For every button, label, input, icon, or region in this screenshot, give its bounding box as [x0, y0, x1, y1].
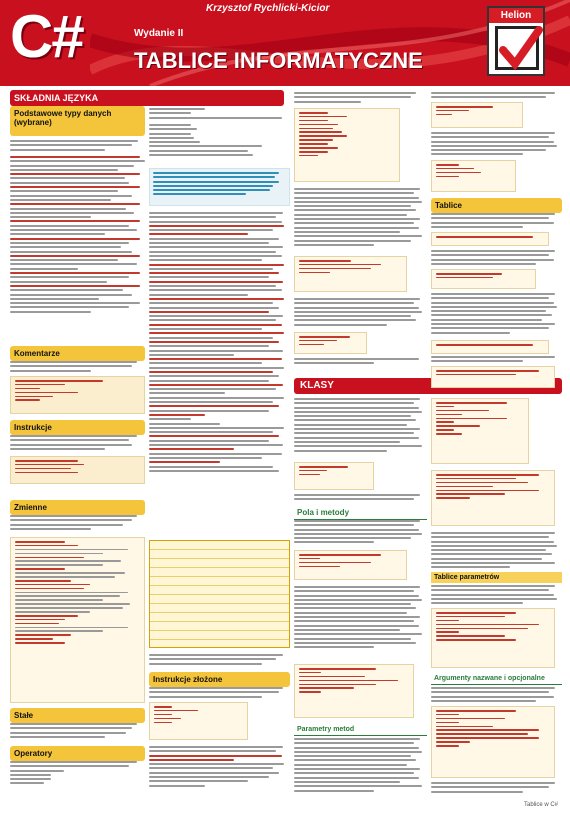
array-init-code — [431, 269, 536, 289]
page-title: TABLICE INFORMATYCZNE — [134, 48, 423, 73]
operator-precedence-table — [149, 540, 290, 648]
named-args-code — [431, 706, 555, 778]
section-variables: Zmienne — [10, 500, 145, 515]
break-code — [431, 160, 516, 192]
array-index-text — [431, 293, 562, 336]
variables-text — [10, 515, 145, 532]
foreach-note — [294, 358, 427, 367]
column-3 — [294, 88, 427, 808]
params-text — [294, 738, 427, 794]
instructions-text — [10, 435, 145, 452]
types-continued — [149, 108, 290, 121]
section-arrays: Tablice — [431, 198, 562, 213]
compound-details — [149, 746, 290, 789]
section-named-args: Argumenty nazwane i opcjonalne — [431, 673, 562, 685]
multidim-code — [431, 340, 549, 354]
content-area — [10, 88, 562, 808]
variables-example — [10, 537, 145, 703]
arrays-text — [431, 213, 562, 230]
constants-text — [10, 723, 145, 740]
jagged-text — [431, 356, 562, 365]
section-array-params: Tablice parametrów — [431, 572, 562, 583]
array-decl-code — [431, 232, 549, 246]
named-args-text — [431, 687, 562, 704]
operators-note — [149, 168, 290, 206]
class-usage-code — [431, 470, 555, 526]
array-params-text — [431, 585, 562, 606]
dowhile-code — [431, 102, 523, 128]
comments-code — [10, 376, 145, 414]
methods-text — [294, 586, 427, 650]
section-compound: Instrukcje złożone — [149, 672, 290, 687]
section-fields-methods: Pola i metody — [294, 506, 427, 520]
class-declaration-code — [294, 462, 374, 490]
publisher-name: Helion — [489, 8, 543, 23]
column-1 — [10, 88, 145, 808]
precedence-note — [149, 654, 290, 667]
class-example-code — [431, 398, 529, 464]
break-text — [431, 132, 562, 158]
types-table — [10, 156, 145, 315]
csharp-logo: C# — [10, 3, 83, 70]
methods-code — [294, 664, 414, 718]
column-4 — [431, 88, 562, 808]
column-2 — [149, 88, 290, 808]
section-operators: Operatory — [10, 746, 145, 761]
section-syntax: SKŁADNIA JĘZYKA — [10, 90, 284, 106]
array-params-code — [431, 608, 555, 668]
fields-code — [294, 550, 407, 580]
classes-intro — [294, 398, 427, 454]
compound-text — [149, 687, 290, 700]
checkmark-icon — [495, 24, 545, 74]
loop-example — [294, 256, 407, 292]
switch-example — [294, 108, 400, 182]
fields-text — [294, 520, 427, 546]
section-comments: Komentarze — [10, 346, 145, 361]
foreach-example — [294, 332, 367, 354]
foreach-text — [294, 298, 427, 328]
edition-label: Wydanie II — [134, 28, 184, 39]
section-basic-types: Podstawowe typy danych (wybrane) — [10, 106, 145, 136]
compound-code — [149, 702, 248, 740]
jagged-code — [431, 366, 555, 388]
named-args-note — [431, 782, 562, 795]
instructions-code — [10, 456, 145, 484]
array-init-text — [431, 250, 562, 267]
dowhile-text — [431, 92, 562, 101]
operators-details — [149, 212, 290, 474]
operators-text — [10, 761, 145, 787]
author-name: Krzysztof Rychlicki-Kicior — [206, 3, 330, 14]
header-banner — [0, 0, 570, 86]
loops-text — [294, 188, 427, 248]
helion-logo — [487, 6, 545, 76]
class-explanation — [431, 532, 562, 571]
class-note — [294, 494, 427, 503]
basic-types-text — [10, 140, 145, 153]
section-instructions: Instrukcje — [10, 420, 145, 435]
switch-text — [294, 92, 427, 105]
section-classes: KLASY — [300, 380, 334, 391]
footer-page-label: Tablice w C# — [523, 802, 558, 808]
section-method-params: Parametry metod — [294, 724, 427, 736]
section-constants: Stałe — [10, 708, 145, 723]
comments-text — [10, 361, 145, 374]
operators-list — [149, 124, 290, 158]
